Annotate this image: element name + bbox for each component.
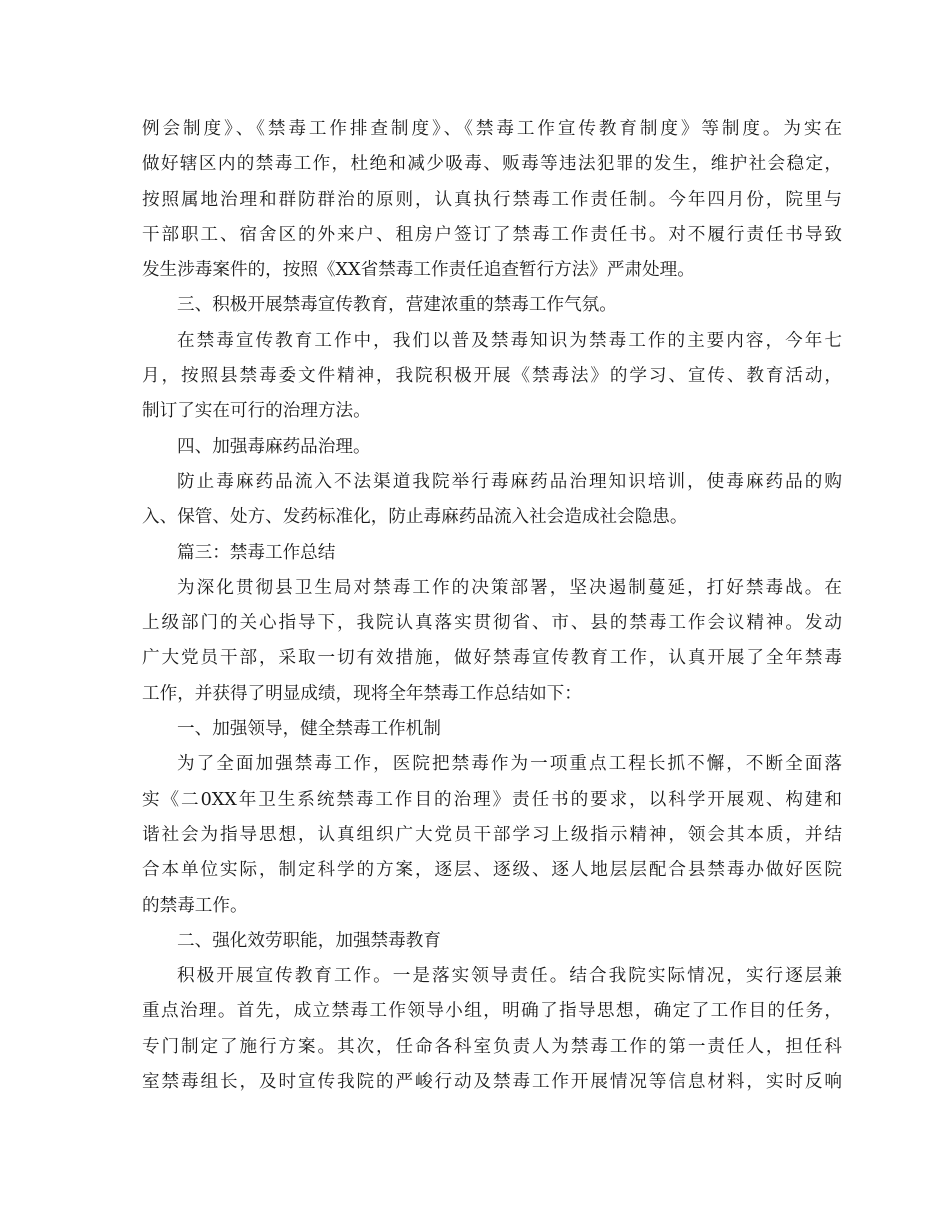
text-line: 做好辖区内的禁毒工作，杜绝和减少吸毒、贩毒等违法犯罪的发生，维护社会稳定， <box>142 154 842 175</box>
document-body <box>142 112 842 1100</box>
text-line: 专门制定了施行方案。其次，任命各科室负责人为禁毒工作的第一责任人，担任科 <box>142 1036 842 1057</box>
text-line: 制订了实在可行的治理方法。 <box>142 401 371 422</box>
text-line: 篇三：禁毒工作总结 <box>177 542 336 563</box>
text-line: 上级部门的关心指导下，我院认真落实贯彻省、市、县的禁毒工作会议精神。发动 <box>142 613 842 634</box>
text-line: 重点治理。首先，成立禁毒工作领导小组，明确了指导思想，确定了工作目的任务， <box>142 1001 842 1022</box>
text-line: 二、强化效劳职能，加强禁毒教育 <box>177 930 441 951</box>
text-line: 四、加强毒麻药品治理。 <box>177 436 371 457</box>
text-line: 为深化贯彻县卫生局对禁毒工作的决策部署，坚决遏制蔓延，打好禁毒战。在 <box>177 577 842 598</box>
text-line: 实《二0XX年卫生系统禁毒工作目的治理》责任书的要求，以科学开展观、构建和 <box>142 789 842 810</box>
text-line: 发生涉毒案件的，按照《XX省禁毒工作责任追查暂行方法》严肃处理。 <box>142 260 695 281</box>
text-line: 在禁毒宣传教育工作中，我们以普及禁毒知识为禁毒工作的主要内容，今年七 <box>177 330 842 351</box>
text-line: 月，按照县禁毒委文件精神，我院积极开展《禁毒法》的学习、宣传、教育活动， <box>142 366 842 387</box>
text-line: 谐社会为指导思想，认真组织广大党员干部学习上级指示精神，领会其本质，并结 <box>142 824 842 845</box>
text-line: 合本单位实际，制定科学的方案，逐层、逐级、逐人地层层配合县禁毒办做好医院 <box>142 860 842 881</box>
text-line: 广大党员干部，采取一切有效措施，做好禁毒宣传教育工作，认真开展了全年禁毒 <box>142 648 842 669</box>
text-line: 入、保管、处方、发药标准化，防止毒麻药品流入社会造成社会隐患。 <box>142 507 688 528</box>
text-line: 积极开展宣传教育工作。一是落实领导责任。结合我院实际情况，实行逐层兼 <box>177 966 842 987</box>
text-line: 工作，并获得了明显成绩，现将全年禁毒工作总结如下： <box>142 683 582 704</box>
text-line: 室禁毒组长，及时宣传我院的严峻行动及禁毒工作开展情况等信息材料，实时反响 <box>142 1072 842 1093</box>
text-line: 三、积极开展禁毒宣传教育，营建浓重的禁毒工作气氛。 <box>177 295 617 316</box>
text-line: 干部职工、宿舍区的外来户、租房户签订了禁毒工作责任书。对不履行责任书导致 <box>142 224 842 245</box>
text-line: 一、加强领导，健全禁毒工作机制 <box>177 719 441 740</box>
text-line: 按照属地治理和群防群治的原则，认真执行禁毒工作责任制。今年四月份，院里与 <box>142 189 842 210</box>
text-line: 的禁毒工作。 <box>142 895 248 916</box>
text-line: 防止毒麻药品流入不法渠道我院举行毒麻药品治理知识培训，使毒麻药品的购 <box>177 471 842 492</box>
text-line: 为了全面加强禁毒工作，医院把禁毒作为一项重点工程长抓不懈，不断全面落 <box>177 754 842 775</box>
text-line: 例会制度》、《禁毒工作排查制度》、《禁毒工作宣传教育制度》等制度。为实在 <box>142 119 842 139</box>
